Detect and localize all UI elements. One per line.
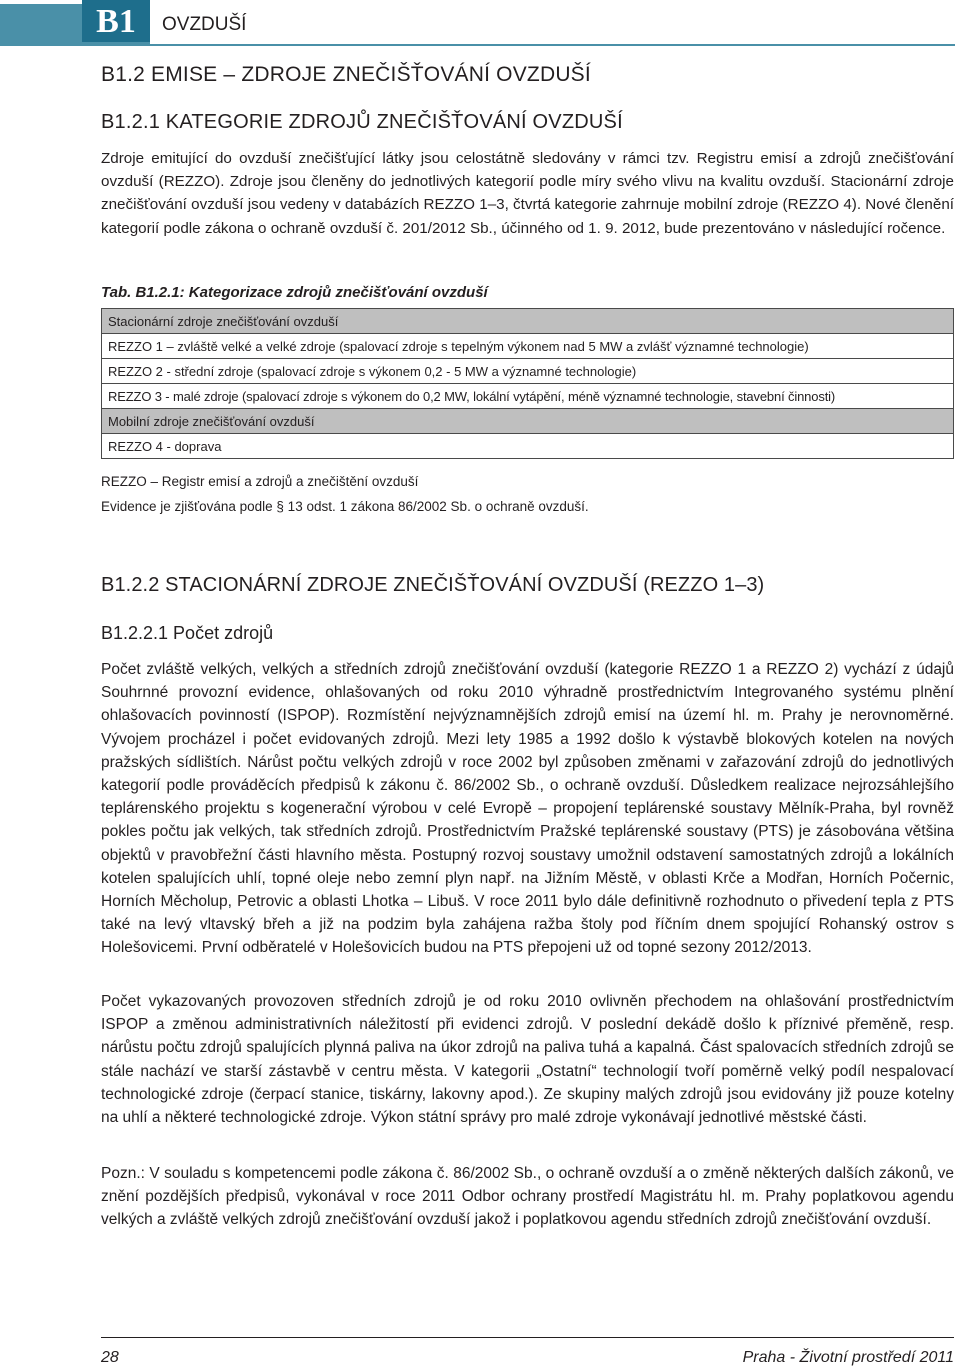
footer-rule	[101, 1337, 954, 1338]
publication-title: Praha - Životní prostředí 2011	[742, 1349, 954, 1366]
table-cell: REZZO 4 - doprava	[102, 434, 954, 459]
table-note-source: Evidence je zjišťována podle § 13 odst. 1 zákona 86/2002 Sb. o ochraně ovzduší.	[101, 499, 589, 514]
table-row	[102, 359, 954, 384]
table-row	[102, 309, 954, 334]
page-number: 28	[101, 1349, 119, 1366]
subsection-heading-stationary: B1.2.2 STACIONÁRNÍ ZDROJE ZNEČIŠŤOVÁNÍ OVZDUŠÍ (REZZO 1–3)	[101, 574, 765, 596]
table-row	[102, 409, 954, 434]
table-row	[102, 334, 954, 359]
intro-paragraph: Zdroje emitující do ovzduší znečišťující látky jsou celostátně sledovány v rámci tzv. Registru emisí a zdrojů znečišťování ovzduší (REZZO). Zdroje jsou členěny do jednotlivých kategorií podle míry svého vlivu na kvalitu ovzduší. Stacionární zdroje znečišťování ovzduší jsou vedeny v databázích REZZO 1–3, čtvrtá kategorie zahrnuje mobilní zdroje (REZZO 4). Nové členění kategorií podle zákona o ochraně ovzduší č. 201/2012 Sb., účinného od 1. 9. 2012, bude prezentováno v následující ročence.	[101, 150, 954, 237]
subsection-heading: B1.2.1 KATEGORIE ZDROJŮ ZNEČIŠŤOVÁNÍ OVZDUŠÍ	[101, 111, 623, 133]
table-row	[102, 434, 954, 459]
table-caption: Tab. B1.2.1: Kategorizace zdrojů znečišťování ovzduší	[101, 284, 488, 301]
body-paragraph-note: Pozn.: V souladu s kompetencemi podle zákona č. 86/2002 Sb., o ochraně ovzduší a o změně některých dalších zákonů, ve znění pozdějších předpisů, vykonával v roce 2011 Odbor ochrany prostředí Magistrátu hl. m. Prahy poplatkovou agendu velkých a zvláště velkých zdrojů znečišťování ovzduší jakož i poplatkovou agendu středních zdrojů znečišťování ovzduší.	[101, 1165, 954, 1229]
body-paragraph-2: Počet vykazovaných provozoven středních zdrojů je od roku 2010 ovlivněn přechodem na ohlašování prostřednictvím ISPOP a změnou administrativních náležitostí při evidenci zdrojů. V poslední dekádě došlo k příznivé přeměně, resp. nárůstu počtu zdrojů spalujících plynná paliva na úkor zdrojů na paliva tuhá a kapalná. Část spalovacích středních zdrojů se stále nachází ve starší zástavbě v centru města. V kategorii „Ostatní“ technologií tvoří poměrně velký podíl nespalovací technologické zdroje (čerpací stanice, tiskárny, lakovny apod.). Ze skupiny malých zdrojů jsou evidovány již pouze kotelny na uhlí a některé technologické zdroje. Výkon státní správy pro malé zdroje vykonávají jednotlivé městské části.	[101, 993, 954, 1127]
body-paragraph-1: Počet zvláště velkých, velkých a středních zdrojů znečišťování ovzduší (kategorie REZZO 1 a REZZO 2) vychází z údajů Souhrnné provozní evidence, ohlašovaných od roku 2010 výhradně prostřednictvím Integrovaného systému plnění ohlašovacích povinností (ISPOP). Rozmístění nejvýznamnějších zdrojů emisí na území hl. m. Prahy je nerovnoměrné. Vývojem procházel i počet evidovaných zdrojů. Mezi lety 1985 a 1992 došlo k výstavbě blokových kotelen na nových pražských sídlištích. Nárůst počtu velkých zdrojů v roce 2002 byl způsoben změnami v zařazování zdrojů do jednotlivých kategorií podle prováděcích předpisů k zákonu č. 86/2002 Sb., o ochraně ovzduší. Důsledkem realizace nejrozsáhlejšího teplárenského projektu s kogenerační výrobou v celé Evropě – propojení teplárenské soustavy Mělník-Praha, byl rovněž pokles počtu jak velkých, tak středních zdrojů. Prostřednictvím Pražské teplárenské soustavy (PTS) je zásobována většina objektů v pravobřežní části hlavního města. Postupný rozvoj soustavy umožnil odstavení samostatných zdrojů a lokálních kotelen spalujících uhlí, topné oleje nebo zemní plyn např. na Jižním Městě, v oblasti Krče a Modřan, Horních Počernic, Horních Měcholup, Petrovic a oblasti Lhotka – Libuš. V roce 2011 bylo dále definitivně rozhodnuto o přivedení tepla z PTS také na levý vltavský břeh a již na podzim byla zahájena ražba štoly pod říčním dnem spojující Rohanský ostrov s Holešovicemi. První odběratelé v Holešovicích budou na PTS přepojeni už od topné sezony 2012/2013.	[101, 661, 954, 957]
category-table	[101, 308, 954, 459]
section-heading: B1.2 EMISE – ZDROJE ZNEČIŠŤOVÁNÍ OVZDUŠÍ	[101, 63, 591, 86]
table-note-abbreviation: REZZO – Registr emisí a zdrojů a znečištění ovzduší	[101, 474, 419, 489]
table-cell: REZZO 2 - střední zdroje (spalovací zdroje s výkonem 0,2 - 5 MW a významné technologie)	[102, 359, 954, 384]
table-row	[102, 384, 954, 409]
chapter-badge: B1	[82, 0, 150, 42]
table-cell: Stacionární zdroje znečišťování ovzduší	[102, 309, 954, 334]
subsubsection-heading: B1.2.2.1 Počet zdrojů	[101, 623, 274, 643]
table-cell: REZZO 1 – zvláště velké a velké zdroje (spalovací zdroje s tepelným výkonem nad 5 MW a zvlášť významné technologie)	[102, 334, 954, 359]
chapter-title: OVZDUŠÍ	[150, 4, 956, 44]
table-cell: Mobilní zdroje znečišťování ovzduší	[102, 409, 954, 434]
table-cell: REZZO 3 - malé zdroje (spalovací zdroje s výkonem do 0,2 MW, lokální vytápění, méně významné technologie, stavební činnosti)	[102, 384, 954, 409]
